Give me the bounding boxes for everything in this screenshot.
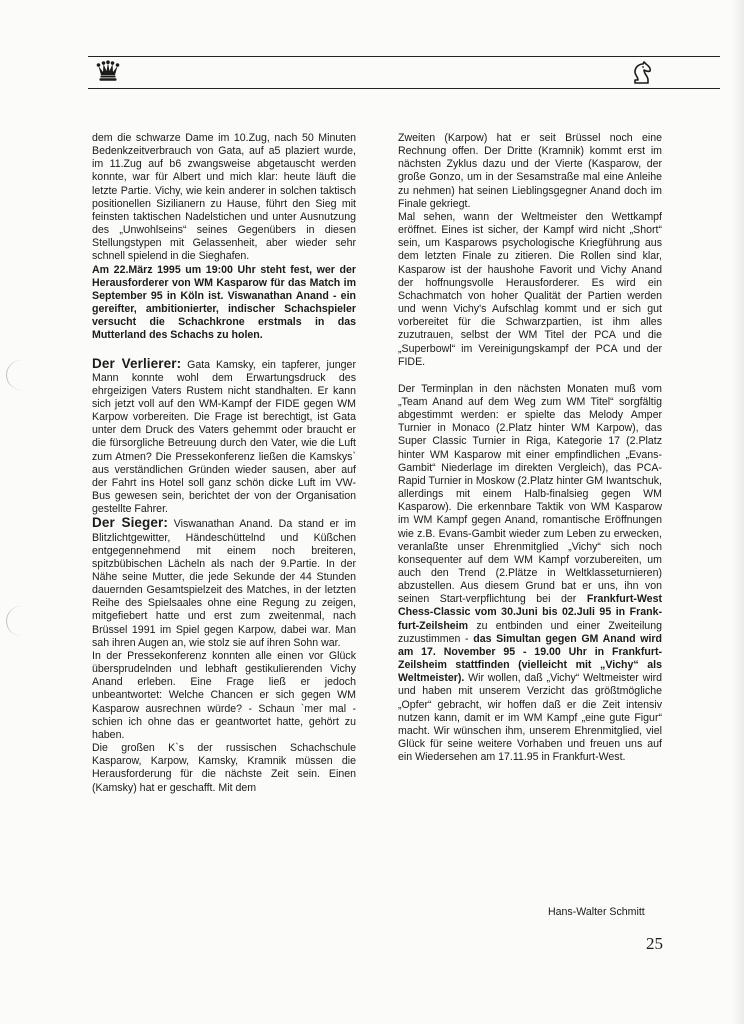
article-paragraph-bold: Am 22.März 1995 um 19:00 Uhr steht fest, wer der Herausforderer von WM Kasparow für das Match im September 95 in Köln ist. Viswanathan Anand - ein gereifter, ambitionierter, indischer Schachspieler versucht die Schachkrone erstmals in das Mutterland des Schachs zu holen.	[92, 263, 356, 342]
schedule-text-end: Wir wollen, daß „Vichy“ Weltmeister wird und haben mit unserem Verzicht das größtmögliche „Opfer“ gebracht, wir hoffen daß er die Zeit intensiv nutzen kann, damit er im WM Kampf „eine gute Figur“ macht. Wir wünschen ihm, unserem Ehrenmitglied, viel Glück für seine weitere Vorhaben und freuen uns auf ein Wiedersehen am 17.11.95 in Frankfurt-West.	[398, 672, 662, 764]
simul-announcement-bold: das Simultan gegen GM Anand wird am 17. November 95 - 19.00 Uhr in Frankfurt-Zeilsheim stattfinden (vielleicht mit „Vichy“ als Weltmeister).	[398, 632, 662, 685]
right-column	[398, 132, 662, 764]
section-heading-loser: Der Verlierer:	[92, 355, 182, 371]
loser-section	[92, 357, 356, 517]
article-paragraph: dem die schwarze Dame im 10.Zug, nach 50 Minuten Bedenkzeitverbrauch von Gata, auf a5 plaziert wurde, im 11.Zug auf b6 zwangsweise abgetauscht werden konnte, war für Albert und mich klar: heute läuft die letzte Partie. Vichy, wie kein anderer in solchen taktisch positionellen Sizilianern zu Hause, führt den Sieg mit feinsten taktischen Nadelstichen und unter Ausnutzung des „Unwohlseins“ seines Gegenübers in diesen Stellungstypen mit Gelassenheit, aber wieder sehr schnell spielend in die Sieghafen.	[92, 132, 356, 263]
chess-queen-icon	[96, 60, 120, 82]
schedule-paragraph	[398, 383, 662, 765]
event-dates-bold: Frankfurt-West Chess-Classic vom 30.Juni bis 02.Juli 95 in Frank-furt-Zeilsheim	[398, 593, 662, 632]
author-signature: Hans-Walter Schmitt	[548, 906, 645, 918]
header-rule-bottom	[88, 88, 720, 89]
left-column	[92, 132, 356, 795]
article-paragraph: Zweiten (Karpow) hat er seit Brüssel noch eine Rechnung offen. Der Dritte (Kramnik) kommt erst im nächsten Zyklus dazu und der Vierte (Kasparow, der große Gonzo, um in der Sesamstraße mal eine Anleihe zu nehmen) hat seinen Lieblingsgegner Anand doch im Finale gekriegt.	[398, 132, 662, 210]
chess-knight-icon	[628, 60, 654, 86]
schedule-text-mid: zu entbinden und einer Zweiteilung zuzustimmen -	[398, 619, 662, 645]
section-heading-winner: Der Sieger:	[92, 515, 168, 531]
schedule-text: Der Terminplan in den nächsten Monaten muß vom „Team Anand auf dem Weg zum WM Titel“ sorgfältig abgestimmt werden: er spielte das Melody Amper Turnier in Monaco (2.Platz hinter WM Karpow), das Super Classic Turnier in Riga, Kategorie 17 (2.Platz hinter WM Kasparow mit einer empfindlichen „Evans-Gambit“ Niederlage im direkten Vergleich), das PCA-Rapid Turnier in Moskow (2.Platz hinter GM Iwantschuk, allerdings mit einem Halb-finalsieg gegen WM Kasparow). Die erkennbare Taktik von WM Kasparow im WM Kampf gegen Anand, romantische Eröffnungen wie z.B. Evans-Gambit wieder zum Leben zu erwecken, veranlaßte unser Ehrenmitglied „Vichy“ sich noch konsequenter auf dem WM Kampf vorzubereiten, um auch den Trend (2.Plätze in Weltklasseturnieren) abzustellen. Aus diesem Grund bat er uns, ihn von seinen Start-verpflichtung bei der	[398, 382, 662, 606]
article-paragraph: Mal sehen, wann der Weltmeister den Wettkampf eröffnet. Eines ist sicher, der Kampf wird nicht „Short“ sein, um Kasparows psychologische Kriegführung aus dem letzten Finale zu zitieren. Die Rollen sind klar, Kasparow ist der haushohe Favorit und Vichy Anand der hoffnungsvolle Herausforderer. Es wird ein Schachmatch von hoher Qualität der Partien werden und wenn Vichy's Aufschlag kommt und er sich gut vorbereitet für die Schwarzpartien, ist ihm alles zuzutrauen, selbst der WM Titel der PCA und die „Superbowl“ im Vereinigungskampf der PCA und der FIDE.	[398, 210, 662, 368]
page-edge-shadow	[732, 0, 744, 1024]
page-number: 25	[646, 934, 663, 953]
winner-text: Viswanathan Anand. Da stand er im Blitzlichtgewitter, Händeschüttelnd und Küßchen entgegennehmend mit einem noch breiteren, spitzbübischen Lächeln als nach der 9.Partie. In der Nähe seine Mutter, die jede Sekunde der 44 Stunden dauernden Gesamtspielzeit des Matches, in der letzten Reihe des Spielsaales ohne eine Regung zu zeigen, mitgefiebert hatte und erst zum zweitenmal, nach Brüssel 1991 im Spiel gegen Karpow, dabei war. Man sah ihren Augen an, wie stolz sie auf ihren Sohn war.	[92, 518, 357, 649]
header-rule-top	[88, 56, 720, 57]
loser-text: Gata Kamsky, ein tapferer, junger Mann konnte wohl dem Erwartungsdruck des ehrgeizigen Vaters Rustem nicht standhalten. Er kann sich jetzt voll auf den WM-Kampf der FIDE gegen WM Karpow vorbereiten. Die Frage ist berechtigt, ist Gata unter dem Druck des Vaters gehemmt oder braucht er die fürsorgliche Betreuung durch den Vater, wie die Luft zum Atmen? Die Pressekonferenz ließen die Kamskys` aus verständlichen Gründen wieder sausen, aber auf der Fahrt ins Hotel soll ganz schön dicke Luft im VW-Bus gewesen sein, berichtet der von der Organisation gestellte Fahrer.	[92, 358, 356, 516]
winner-section	[92, 516, 356, 650]
punch-hole-mark	[6, 606, 37, 636]
punch-hole-mark	[6, 360, 37, 390]
article-paragraph: In der Pressekonferenz konnten alle einen vor Glück übersprudelnden und lebhaft gestikulierenden Vichy Anand erleben. Eine Frage ließ er jedoch unbeantwortet: Welche Chancen er sich gegen WM Kasparow ausrechnen würde? - Schaun `mer mal - schien ich ohne das er geantwortet hatte, gehört zu haben.	[92, 649, 356, 741]
article-paragraph: Die großen K`s der russischen Schachschule Kasparow, Karpow, Kamsky, Kramnik müssen die Herausforderung für die nächste Zeit sein. Einen (Kamsky) hat er geschafft. Mit dem	[92, 742, 356, 794]
